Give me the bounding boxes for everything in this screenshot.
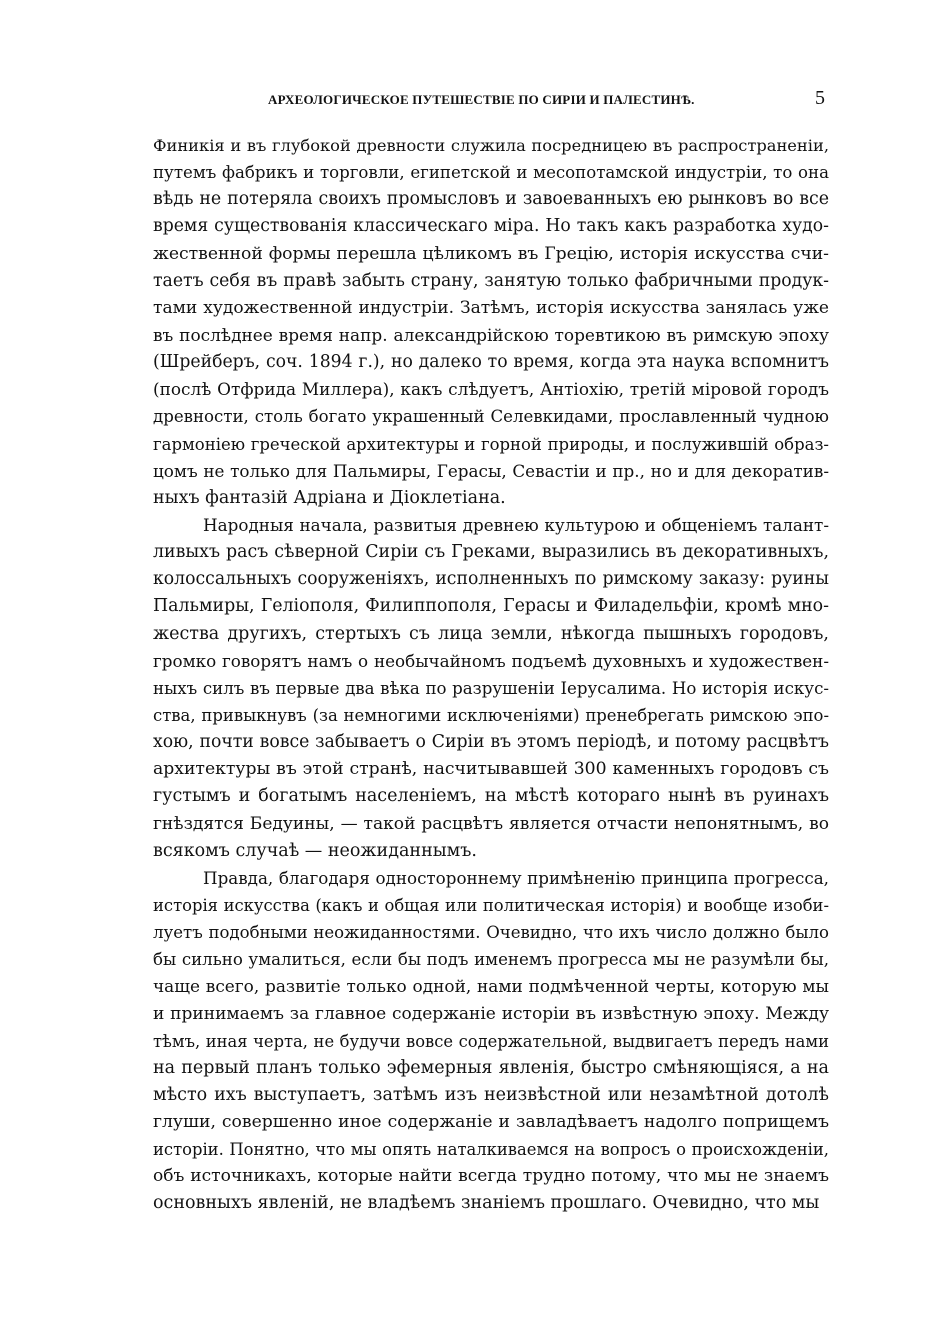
text-line: густымъ и богатымъ населеніемъ, на мѣстѣ котораго нынѣ въ руинахъ: [153, 786, 829, 807]
text-line: исторіи. Понятно, что мы опять наталкиваемся на вопросъ о происхожденіи,: [153, 1140, 829, 1160]
text-line: жественной формы перешла цѣликомъ въ Грецію, исторія искусства счи-: [153, 243, 829, 264]
text-line: путемъ фабрикъ и торговли, египетской и месопотамской индустріи, то она: [153, 163, 829, 183]
text-line: исторія искусства (какъ и общая или политическая исторія) и вообще изоби-: [153, 895, 829, 915]
text-line: колоссальныхъ сооруженіяхъ, исполненныхъ по римскому заказу: руины: [153, 569, 829, 590]
text-line: основныхъ явленій, не владѣемъ знаніемъ прошлаго. Очевидно, что мы: [153, 1193, 820, 1214]
text-line: (послѣ Отфрида Миллера), какъ слѣдуетъ, Антіохію, третій міровой городъ: [153, 379, 829, 400]
paragraph: [153, 512, 829, 865]
text-line: луетъ подобными неожиданностями. Очевидно, что ихъ число должно было: [153, 923, 829, 943]
text-line: тѣмъ, иная черта, не будучи вовсе содержательной, выдвигаетъ передъ нами: [153, 1031, 829, 1051]
text-line: гнѣздятся Бедуины, — такой расцвѣтъ является отчасти непонятнымъ, во: [153, 813, 829, 834]
paragraph: [153, 865, 829, 1218]
text-line: и принимаемъ за главное содержаніе исторіи въ извѣстную эпоху. Между: [153, 1003, 829, 1024]
running-header: [153, 88, 829, 110]
running-title: АРХЕОЛОГИЧЕСКОЕ ПУТЕШЕСТВІЕ ПО СИРІИ И ПАЛЕСТИНѢ.: [268, 92, 695, 107]
text-line: въ послѣднее время напр. александрійскою торевтикою въ римскую эпоху: [153, 324, 829, 345]
text-line: ныхъ силъ въ первые два вѣка по разрушеніи Іерусалима. Но исторія искус-: [153, 678, 829, 698]
text-line: Пальмиры, Геліополя, Филиппополя, Герасы и Филадельфіи, кромѣ мно-: [153, 596, 829, 617]
text-line: цомъ не только для Пальмиры, Герасы, Севастіи и пр., но и для декоратив-: [153, 460, 829, 481]
text-line: бы сильно умалиться, если бы подъ именемъ прогресса мы не разумѣли бы,: [153, 950, 829, 970]
text-line: Правда, благодаря одностороннему примѣненію принципа прогресса,: [203, 867, 829, 888]
text-line: ныхъ фантазій Адріана и Діоклетіана.: [153, 487, 506, 508]
text-line: чаще всего, развитіе только одной, нами подмѣченной черты, которую мы: [153, 976, 829, 997]
text-line: древности, столь богато украшенный Селевкидами, прославленный чудною: [153, 407, 829, 427]
text-line: Народныя начала, развитыя древнею культурою и общеніемъ талант-: [203, 514, 829, 535]
text-line: хою, почти вовсе забываетъ о Сиріи въ этомъ періодѣ, и потому расцвѣтъ: [153, 732, 829, 753]
page-number: 5: [815, 87, 825, 109]
body-text: [153, 132, 829, 1218]
text-line: глуши, совершенно иное содержаніе и завладѣваетъ надолго поприщемъ: [153, 1112, 829, 1133]
text-line: ливыхъ расъ сѣверной Сиріи съ Греками, выразились въ декоративныхъ,: [153, 542, 829, 563]
text-line: объ источникахъ, которые найти всегда трудно потому, что мы не знаемъ: [153, 1166, 829, 1187]
text-line: громко говорятъ намъ о необычайномъ подъемѣ духовныхъ и художествен-: [153, 650, 829, 671]
text-line: на первый планъ только эфемерныя явленія, быстро смѣняющіяся, а на: [153, 1057, 829, 1078]
text-line: (Шрейберъ, соч. 1894 г.), но далеко то время, когда эта наука вспомнитъ: [153, 352, 829, 373]
text-line: гармоніею греческой архитектуры и горной природы, и послужившій образ-: [153, 434, 829, 454]
paragraph: [153, 132, 829, 512]
text-line: мѣсто ихъ выступаетъ, затѣмъ изъ неизвѣстной или незамѣтной дотолѣ: [153, 1084, 829, 1105]
text-line: всякомъ случаѣ — неожиданнымъ.: [153, 840, 477, 861]
text-line: таетъ себя въ правѣ забыть страну, занятую только фабричными продук-: [153, 270, 829, 291]
text-line: вѣдь не потеряла своихъ промысловъ и завоеванныхъ ею рынковъ во все: [153, 189, 829, 210]
text-line: ства, привыкнувъ (за немногими исключеніями) пренебрегать римскою эпо-: [153, 705, 829, 725]
text-line: время существованія классическаго міра. Но такъ какъ разработка худо-: [153, 216, 829, 237]
text-line: тами художественной индустріи. Затѣмъ, исторія искусства занялась уже: [153, 297, 829, 318]
text-line: жества другихъ, стертыхъ съ лица земли, нѣкогда пышныхъ городовъ,: [153, 623, 829, 644]
text-line: архитектуры въ этой странѣ, насчитывавшей 300 каменныхъ городовъ съ: [153, 759, 829, 780]
text-line: Финикія и въ глубокой древности служила посредницею въ распространеніи,: [153, 136, 829, 155]
